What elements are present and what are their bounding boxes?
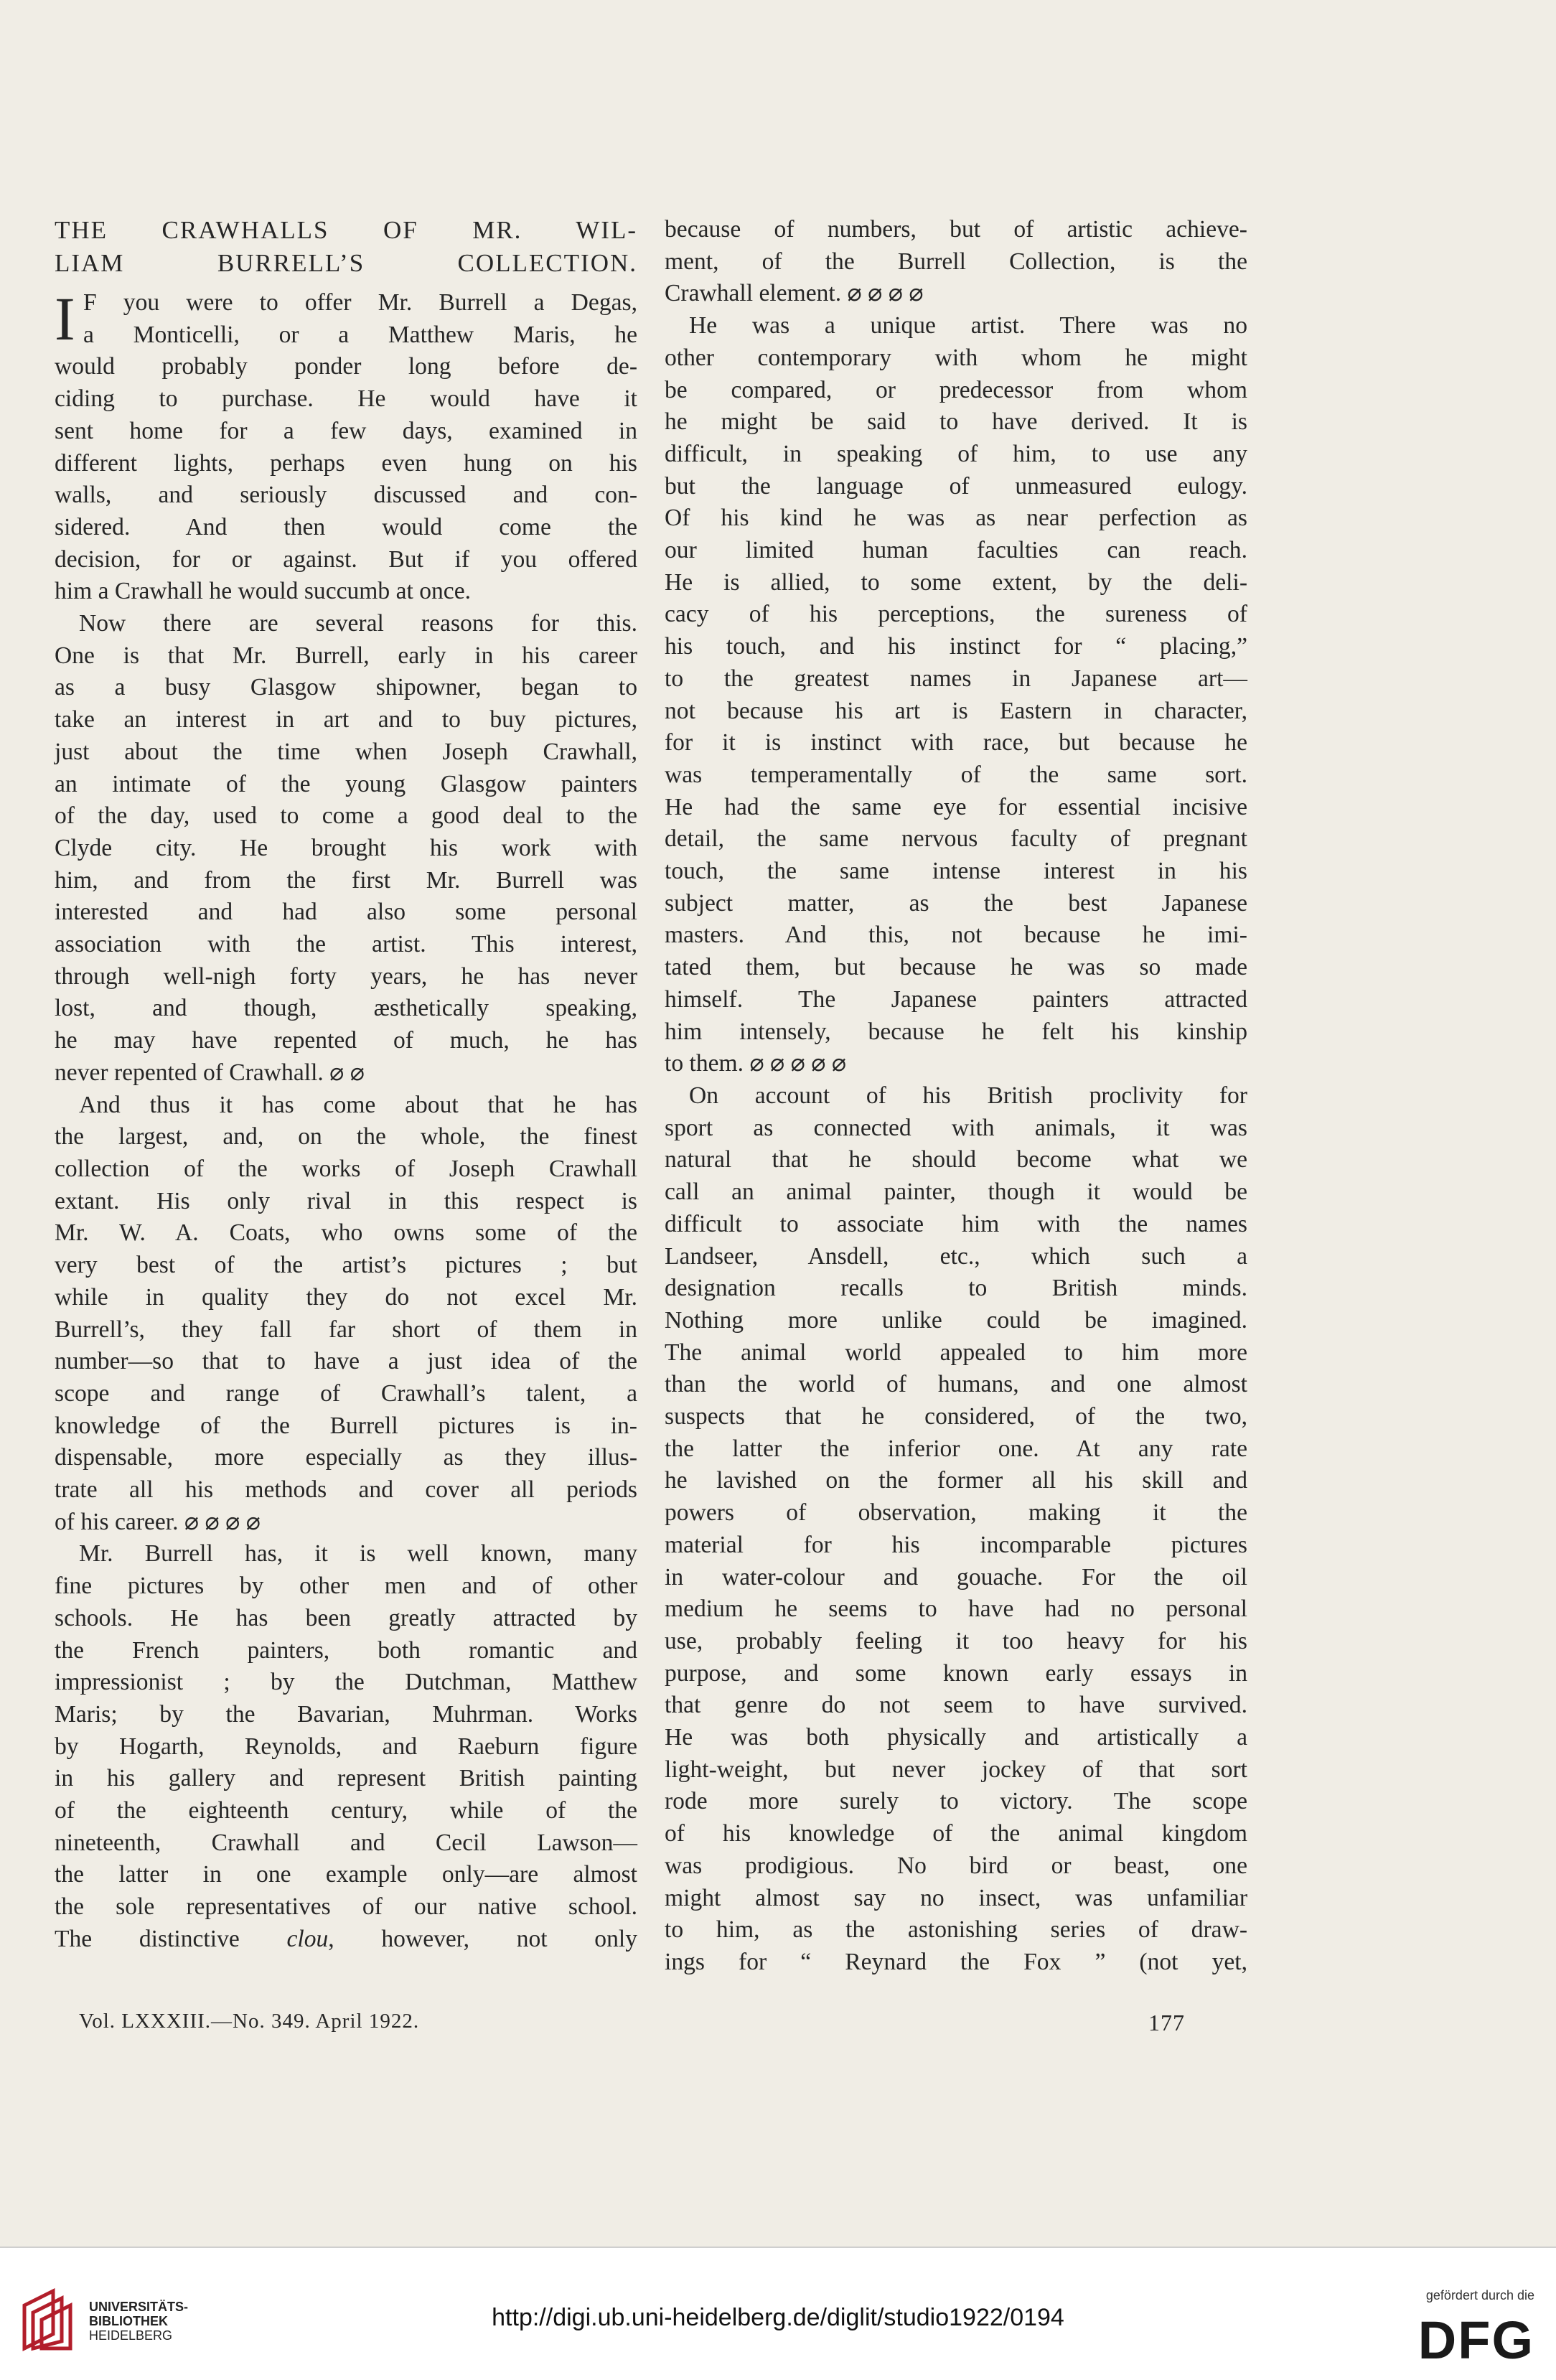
text-line: his touch, and his instinct for “ placing,” [665, 633, 1247, 660]
text-line: the largest, and, on the whole, the finest [55, 1123, 637, 1151]
text-line: the sole representatives of our native school. [55, 1893, 637, 1921]
text-line: was temperamentally of the same sort. [665, 761, 1247, 788]
text-line: the French painters, both romantic and [55, 1636, 637, 1664]
text-line: ment, of the Burrell Collection, is the [665, 248, 1247, 275]
text-line: lost, and though, æsthetically speaking, [55, 995, 637, 1022]
text-line: powers of observation, making it the [665, 1499, 1247, 1527]
text-line: Now there are several reasons for this. [79, 610, 637, 637]
article-title [55, 214, 637, 280]
text-line: to him, as the astonishing series of draw- [665, 1916, 1247, 1944]
drop-cap: I [55, 284, 75, 353]
library-name-line: BIBLIOTHEK [89, 2314, 168, 2328]
text-line: would probably ponder long before de- [55, 353, 637, 380]
dfg-logo: DFG [1417, 2310, 1534, 2370]
text-line: as a busy Glasgow shipowner, began to [55, 674, 637, 701]
text-line: suspects that he considered, of the two, [665, 1403, 1247, 1430]
text-line: of the eighteenth century, while of the [55, 1797, 637, 1824]
text-line: a Monticelli, or a Matthew Maris, he [83, 321, 637, 348]
first-paragraph [55, 284, 637, 1956]
text-line: but the language of unmeasured eulogy. [665, 472, 1247, 500]
text-line: use, probably feeling it too heavy for his [665, 1627, 1247, 1654]
text-line: He was both physically and artistically a [665, 1724, 1247, 1751]
text-line: rode more surely to victory. The scope [665, 1788, 1247, 1815]
text-line: different lights, perhaps even hung on his [55, 449, 637, 477]
volume-footer: Vol. LXXXIII.—No. 349. April 1922. [79, 2010, 420, 2033]
funding-note: gefördert durch die [1425, 2288, 1534, 2302]
text-line: in his gallery and represent British painting [55, 1765, 637, 1792]
title-line: THE CRAWHALLS OF MR. WIL- [55, 216, 637, 244]
text-line: the latter the inferior one. At any rate [665, 1435, 1247, 1462]
text-line: decision, for or against. But if you offered [55, 545, 637, 573]
text-line: him intensely, because he felt his kinship [665, 1018, 1247, 1045]
text-line: The animal world appealed to him more [665, 1339, 1247, 1366]
right-body-text [665, 214, 1247, 1979]
text-line: Landseer, Ansdell, etc., which such a [665, 1242, 1247, 1270]
text-line: than the world of humans, and one almost [665, 1371, 1247, 1398]
text-line: detail, the same nervous faculty of pregnant [665, 825, 1247, 853]
text-line: Nothing more unlike could be imagined. [665, 1306, 1247, 1334]
text-line: by Hogarth, Reynolds, and Raeburn figure [55, 1733, 637, 1760]
text-line: interested and had also some personal [55, 899, 637, 926]
text-line: he may have repented of much, he has [55, 1027, 637, 1054]
text-line: schools. He has been greatly attracted by [55, 1604, 637, 1631]
text-line: he might be said to have derived. It is [665, 408, 1247, 436]
text-line: Mr. W. A. Coats, who owns some of the [55, 1219, 637, 1247]
text-line: He is allied, to some extent, by the deli- [665, 568, 1247, 596]
text-line: sent home for a few days, examined in [55, 417, 637, 444]
text-line: light-weight, but never jockey of that sort [665, 1756, 1247, 1783]
text-line: tated them, but because he was so made [665, 954, 1247, 981]
text-line: purpose, and some known early essays in [665, 1659, 1247, 1687]
text-line: cacy of his perceptions, the sureness of [665, 601, 1247, 628]
text-line: Clyde city. He brought his work with [55, 834, 637, 861]
text-line: fine pictures by other men and of other [55, 1573, 637, 1600]
text-line: He had the same eye for essential incisive [665, 793, 1247, 820]
text-line: that genre do not seem to have survived. [665, 1692, 1247, 1719]
text-line: extant. His only rival in this respect is [55, 1187, 637, 1214]
text-line: not because his art is Eastern in character, [665, 697, 1247, 724]
text-line: difficult, in speaking of him, to use any [665, 440, 1247, 467]
text-line: collection of the works of Joseph Crawhall [55, 1155, 637, 1182]
text-line: number—so that to have a just idea of the [55, 1348, 637, 1375]
text-line: sport as connected with animals, it was [665, 1114, 1247, 1141]
text-line: masters. And this, not because he imi- [665, 922, 1247, 949]
text-line: him a Crawhall he would succumb at once. [55, 578, 471, 605]
text-line: On account of his British proclivity for [689, 1082, 1247, 1109]
left-body-text [55, 284, 637, 1956]
text-line: just about the time when Joseph Crawhall, [55, 738, 637, 765]
library-banner [0, 2247, 1556, 2380]
text-line: medium he seems to have had no personal [665, 1596, 1247, 1623]
text-line: an intimate of the young Glasgow painters [55, 770, 637, 797]
text-line: of the day, used to come a good deal to the [55, 802, 637, 830]
text-line: other contemporary with whom he might [665, 344, 1247, 371]
text-line: of his career. ⌀ ⌀ ⌀ ⌀ [55, 1508, 261, 1535]
text-line: natural that he should become what we [665, 1146, 1247, 1173]
text-line: Burrell’s, they fall far short of them in [55, 1316, 637, 1343]
text-line: dispensable, more especially as they illus- [55, 1444, 637, 1471]
text-line: One is that Mr. Burrell, early in his career [55, 642, 637, 669]
text-line: while in quality they do not excel Mr. [55, 1283, 637, 1311]
text-line: Crawhall element. ⌀ ⌀ ⌀ ⌀ [665, 280, 924, 307]
text-line: very best of the artist’s pictures ; but [55, 1252, 637, 1279]
text-line: in water-colour and gouache. For the oil [665, 1563, 1247, 1590]
text-line: he lavished on the former all his skill and [665, 1467, 1247, 1494]
text-line: material for his incomparable pictures [665, 1531, 1247, 1558]
right-column [665, 214, 1247, 1979]
page-number: 177 [1148, 2010, 1185, 2035]
text-line: subject matter, as the best Japanese [665, 889, 1247, 917]
text-line: touch, the same intense interest in his [665, 858, 1247, 885]
text-line: nineteenth, Crawhall and Cecil Lawson— [55, 1829, 637, 1856]
text-line: to the greatest names in Japanese art— [665, 665, 1247, 692]
text-line: the latter in one example only—are almost [55, 1861, 637, 1888]
text-line: call an animal painter, though it would be [665, 1179, 1247, 1206]
text-line: never repented of Crawhall. ⌀ ⌀ [55, 1059, 365, 1086]
text-line: Of his kind he was as near perfection as [665, 505, 1247, 532]
text-line: trate all his methods and cover all periods [55, 1476, 637, 1504]
text-line: difficult to associate him with the names [665, 1210, 1247, 1237]
text-line: designation recalls to British minds. [665, 1275, 1247, 1302]
text-line: take an interest in art and to buy pictures, [55, 706, 637, 734]
text-line: knowledge of the Burrell pictures is in- [55, 1412, 637, 1439]
library-name-line: HEIDELBERG [89, 2328, 173, 2343]
text-line: walls, and seriously discussed and con- [55, 482, 637, 509]
text-line: scope and range of Crawhall’s talent, a [55, 1379, 637, 1407]
text-line: to them. ⌀ ⌀ ⌀ ⌀ ⌀ [665, 1050, 847, 1077]
text-line: Maris; by the Bavarian, Muhrman. Works [55, 1700, 637, 1728]
text-line: of his knowledge of the animal kingdom [665, 1820, 1247, 1847]
text-line: F you were to offer Mr. Burrell a Degas, [83, 289, 637, 316]
text-line: was prodigious. No bird or beast, one [665, 1852, 1247, 1879]
left-column [55, 214, 637, 1956]
text-line: The distinctive clou, however, not only [55, 1925, 637, 1952]
text-line: impressionist ; by the Dutchman, Matthew [55, 1669, 637, 1696]
text-line: Mr. Burrell has, it is well known, many [79, 1540, 637, 1568]
text-line: through well-nigh forty years, he has never [55, 962, 637, 990]
text-line: might almost say no insect, was unfamiliar [665, 1884, 1247, 1911]
text-line: And thus it has come about that he has [79, 1091, 637, 1118]
text-line: ciding to purchase. He would have it [55, 385, 637, 413]
text-line: himself. The Japanese painters attracted [665, 985, 1247, 1013]
library-name-line: UNIVERSITÄTS- [89, 2300, 189, 2314]
text-line: be compared, or predecessor from whom [665, 376, 1247, 403]
title-line: LIAM BURRELL’S COLLECTION. [55, 249, 637, 277]
text-line: sidered. And then would come the [55, 513, 637, 540]
permalink-url[interactable]: http://digi.ub.uni-heidelberg.de/diglit/studio1922/0194 [492, 2304, 1064, 2331]
text-line: ings for “ Reynard the Fox ” (not yet, [665, 1948, 1247, 1975]
text-line: for it is instinct with race, but because he [665, 729, 1247, 756]
text-line: He was a unique artist. There was no [689, 312, 1247, 339]
text-line: him, and from the first Mr. Burrell was [55, 866, 637, 894]
text-line: association with the artist. This interest, [55, 931, 637, 958]
text-line: because of numbers, but of artistic achieve- [665, 216, 1247, 243]
text-line: our limited human faculties can reach. [665, 537, 1247, 564]
